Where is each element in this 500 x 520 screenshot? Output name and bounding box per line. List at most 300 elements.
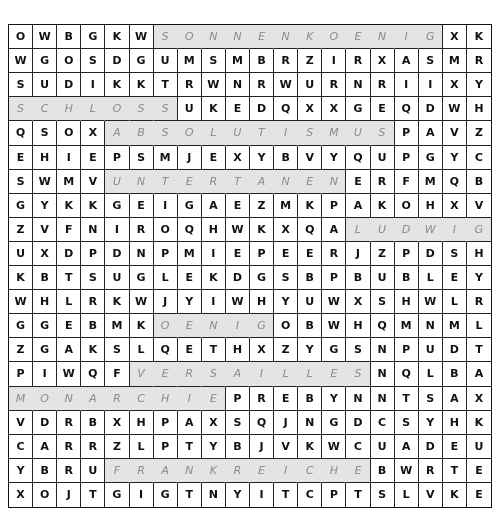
grid-cell[interactable]: H: [226, 338, 250, 362]
grid-cell[interactable]: B: [467, 170, 491, 194]
grid-cell[interactable]: I: [57, 146, 81, 170]
grid-cell[interactable]: O: [9, 25, 33, 49]
grid-cell[interactable]: G: [178, 194, 202, 218]
grid-cell[interactable]: N: [130, 242, 154, 266]
grid-cell-highlighted[interactable]: A: [154, 459, 178, 483]
grid-cell[interactable]: R: [178, 73, 202, 97]
grid-cell[interactable]: T: [178, 435, 202, 459]
grid-cell[interactable]: B: [443, 362, 467, 386]
grid-cell[interactable]: B: [298, 266, 322, 290]
grid-cell[interactable]: U: [9, 242, 33, 266]
grid-cell-highlighted[interactable]: T: [226, 170, 250, 194]
grid-cell[interactable]: H: [202, 218, 226, 242]
grid-cell-highlighted[interactable]: I: [443, 218, 467, 242]
grid-cell[interactable]: U: [467, 435, 491, 459]
grid-cell-highlighted[interactable]: E: [346, 459, 370, 483]
grid-cell[interactable]: R: [419, 459, 443, 483]
grid-cell[interactable]: K: [105, 25, 129, 49]
grid-cell[interactable]: M: [226, 49, 250, 73]
grid-cell[interactable]: N: [346, 387, 370, 411]
grid-cell-highlighted[interactable]: O: [322, 25, 346, 49]
grid-cell-highlighted[interactable]: I: [178, 387, 202, 411]
grid-cell[interactable]: L: [395, 483, 419, 507]
grid-cell[interactable]: T: [274, 483, 298, 507]
grid-cell[interactable]: X: [443, 194, 467, 218]
grid-cell[interactable]: R: [81, 435, 105, 459]
grid-cell-highlighted[interactable]: R: [130, 459, 154, 483]
grid-cell[interactable]: P: [322, 266, 346, 290]
grid-cell-highlighted[interactable]: L: [202, 121, 226, 145]
grid-cell-highlighted[interactable]: S: [9, 97, 33, 121]
grid-cell[interactable]: Z: [467, 121, 491, 145]
grid-cell[interactable]: S: [9, 73, 33, 97]
grid-cell-highlighted[interactable]: U: [226, 121, 250, 145]
grid-cell[interactable]: B: [57, 25, 81, 49]
grid-cell[interactable]: T: [346, 483, 370, 507]
grid-cell-highlighted[interactable]: O: [105, 97, 129, 121]
grid-cell[interactable]: V: [33, 218, 57, 242]
grid-cell[interactable]: P: [105, 146, 129, 170]
grid-cell[interactable]: B: [346, 266, 370, 290]
grid-cell[interactable]: V: [467, 194, 491, 218]
grid-cell[interactable]: K: [443, 483, 467, 507]
grid-cell-highlighted[interactable]: S: [154, 97, 178, 121]
grid-cell[interactable]: G: [322, 338, 346, 362]
grid-cell[interactable]: P: [250, 242, 274, 266]
grid-cell[interactable]: M: [419, 170, 443, 194]
grid-cell[interactable]: X: [371, 49, 395, 73]
grid-cell[interactable]: H: [250, 290, 274, 314]
grid-cell[interactable]: Y: [226, 483, 250, 507]
grid-cell[interactable]: W: [130, 25, 154, 49]
grid-cell-highlighted[interactable]: N: [322, 170, 346, 194]
grid-cell[interactable]: U: [371, 435, 395, 459]
grid-cell[interactable]: T: [467, 338, 491, 362]
grid-cell[interactable]: E: [226, 194, 250, 218]
grid-cell[interactable]: A: [57, 338, 81, 362]
grid-cell[interactable]: S: [371, 290, 395, 314]
grid-cell-highlighted[interactable]: S: [154, 25, 178, 49]
grid-cell[interactable]: E: [371, 97, 395, 121]
grid-cell[interactable]: M: [154, 146, 178, 170]
grid-cell[interactable]: F: [105, 362, 129, 386]
grid-cell[interactable]: J: [250, 435, 274, 459]
grid-cell[interactable]: Z: [371, 242, 395, 266]
grid-cell[interactable]: X: [467, 387, 491, 411]
grid-cell[interactable]: Y: [322, 146, 346, 170]
grid-cell[interactable]: P: [154, 411, 178, 435]
grid-cell[interactable]: K: [298, 194, 322, 218]
grid-cell[interactable]: I: [105, 218, 129, 242]
grid-cell[interactable]: W: [419, 290, 443, 314]
grid-cell[interactable]: S: [346, 338, 370, 362]
grid-cell[interactable]: H: [130, 411, 154, 435]
grid-cell-highlighted[interactable]: G: [419, 25, 443, 49]
grid-cell[interactable]: L: [419, 266, 443, 290]
grid-cell[interactable]: P: [322, 194, 346, 218]
grid-cell[interactable]: M: [178, 242, 202, 266]
grid-cell-highlighted[interactable]: E: [298, 170, 322, 194]
grid-cell[interactable]: S: [9, 170, 33, 194]
grid-cell[interactable]: I: [202, 290, 226, 314]
grid-cell-highlighted[interactable]: N: [202, 25, 226, 49]
grid-cell-highlighted[interactable]: E: [154, 362, 178, 386]
grid-cell[interactable]: P: [322, 483, 346, 507]
grid-cell[interactable]: B: [33, 266, 57, 290]
grid-cell-highlighted[interactable]: I: [226, 314, 250, 338]
grid-cell[interactable]: U: [33, 73, 57, 97]
grid-cell-highlighted[interactable]: G: [250, 314, 274, 338]
grid-cell-highlighted[interactable]: I: [274, 121, 298, 145]
grid-cell[interactable]: V: [81, 170, 105, 194]
grid-cell-highlighted[interactable]: V: [130, 362, 154, 386]
grid-cell[interactable]: E: [202, 146, 226, 170]
grid-cell-highlighted[interactable]: U: [105, 170, 129, 194]
grid-cell[interactable]: L: [154, 266, 178, 290]
grid-cell[interactable]: X: [9, 483, 33, 507]
grid-cell-highlighted[interactable]: T: [250, 121, 274, 145]
grid-cell[interactable]: E: [226, 242, 250, 266]
grid-cell[interactable]: K: [202, 97, 226, 121]
grid-cell-highlighted[interactable]: O: [154, 314, 178, 338]
grid-cell[interactable]: O: [57, 49, 81, 73]
grid-cell[interactable]: L: [419, 362, 443, 386]
grid-cell-highlighted[interactable]: I: [274, 459, 298, 483]
grid-cell-highlighted[interactable]: N: [202, 314, 226, 338]
grid-cell[interactable]: W: [9, 49, 33, 73]
grid-cell-highlighted[interactable]: N: [274, 170, 298, 194]
grid-cell[interactable]: I: [202, 242, 226, 266]
grid-cell[interactable]: K: [298, 435, 322, 459]
grid-cell[interactable]: K: [81, 194, 105, 218]
grid-cell[interactable]: U: [178, 97, 202, 121]
grid-cell-highlighted[interactable]: R: [105, 387, 129, 411]
grid-cell[interactable]: D: [419, 97, 443, 121]
grid-cell[interactable]: T: [57, 266, 81, 290]
grid-cell[interactable]: L: [467, 314, 491, 338]
grid-cell[interactable]: K: [250, 218, 274, 242]
grid-cell[interactable]: Y: [322, 387, 346, 411]
grid-cell[interactable]: E: [178, 338, 202, 362]
grid-cell-highlighted[interactable]: R: [178, 362, 202, 386]
grid-cell[interactable]: D: [419, 242, 443, 266]
grid-cell[interactable]: G: [130, 266, 154, 290]
grid-cell[interactable]: G: [130, 49, 154, 73]
grid-cell[interactable]: G: [81, 25, 105, 49]
grid-cell[interactable]: W: [274, 73, 298, 97]
grid-cell[interactable]: K: [467, 25, 491, 49]
grid-cell[interactable]: Q: [395, 362, 419, 386]
grid-cell[interactable]: Z: [105, 435, 129, 459]
grid-cell[interactable]: O: [154, 218, 178, 242]
grid-cell[interactable]: L: [57, 290, 81, 314]
grid-cell[interactable]: X: [443, 25, 467, 49]
grid-cell[interactable]: Y: [33, 194, 57, 218]
grid-cell[interactable]: W: [9, 290, 33, 314]
grid-cell[interactable]: W: [443, 97, 467, 121]
grid-cell[interactable]: P: [226, 387, 250, 411]
grid-cell[interactable]: E: [346, 170, 370, 194]
grid-cell[interactable]: L: [130, 435, 154, 459]
grid-cell-highlighted[interactable]: L: [81, 97, 105, 121]
grid-cell[interactable]: R: [57, 411, 81, 435]
grid-cell[interactable]: I: [33, 362, 57, 386]
grid-cell[interactable]: P: [395, 338, 419, 362]
grid-cell-highlighted[interactable]: H: [322, 459, 346, 483]
grid-cell[interactable]: Y: [443, 146, 467, 170]
grid-cell[interactable]: C: [467, 146, 491, 170]
grid-cell-highlighted[interactable]: N: [57, 387, 81, 411]
grid-cell[interactable]: B: [298, 387, 322, 411]
grid-cell[interactable]: S: [419, 49, 443, 73]
grid-cell[interactable]: T: [178, 483, 202, 507]
grid-cell[interactable]: O: [33, 483, 57, 507]
grid-cell[interactable]: U: [81, 459, 105, 483]
grid-cell-highlighted[interactable]: C: [33, 97, 57, 121]
grid-cell-highlighted[interactable]: I: [250, 362, 274, 386]
grid-cell[interactable]: I: [250, 483, 274, 507]
grid-cell[interactable]: Q: [346, 146, 370, 170]
grid-cell[interactable]: S: [419, 387, 443, 411]
grid-cell-highlighted[interactable]: H: [57, 97, 81, 121]
grid-cell-highlighted[interactable]: K: [202, 459, 226, 483]
grid-cell-highlighted[interactable]: M: [322, 121, 346, 145]
grid-cell-highlighted[interactable]: G: [467, 218, 491, 242]
grid-cell-highlighted[interactable]: L: [274, 362, 298, 386]
grid-cell[interactable]: C: [9, 435, 33, 459]
grid-cell[interactable]: S: [274, 266, 298, 290]
grid-cell[interactable]: E: [475, 488, 483, 502]
grid-cell[interactable]: G: [33, 49, 57, 73]
grid-cell[interactable]: M: [57, 170, 81, 194]
grid-cell[interactable]: S: [226, 411, 250, 435]
grid-cell[interactable]: I: [419, 73, 443, 97]
grid-cell-highlighted[interactable]: D: [395, 218, 419, 242]
grid-cell[interactable]: Q: [274, 97, 298, 121]
grid-cell-highlighted[interactable]: E: [250, 459, 274, 483]
grid-cell[interactable]: M: [178, 49, 202, 73]
grid-cell[interactable]: P: [395, 146, 419, 170]
grid-cell[interactable]: J: [274, 411, 298, 435]
grid-cell[interactable]: N: [371, 338, 395, 362]
grid-cell[interactable]: M: [274, 194, 298, 218]
grid-cell[interactable]: O: [395, 194, 419, 218]
grid-cell-highlighted[interactable]: N: [178, 459, 202, 483]
grid-cell-highlighted[interactable]: U: [371, 218, 395, 242]
grid-cell[interactable]: N: [346, 73, 370, 97]
grid-cell[interactable]: E: [274, 387, 298, 411]
grid-cell[interactable]: V: [443, 121, 467, 145]
grid-cell[interactable]: D: [443, 338, 467, 362]
grid-cell-highlighted[interactable]: B: [130, 121, 154, 145]
grid-cell-highlighted[interactable]: N: [371, 25, 395, 49]
grid-cell[interactable]: W: [57, 362, 81, 386]
grid-cell[interactable]: P: [154, 242, 178, 266]
grid-cell[interactable]: B: [81, 314, 105, 338]
grid-cell[interactable]: P: [9, 362, 33, 386]
grid-cell[interactable]: T: [81, 483, 105, 507]
grid-cell[interactable]: P: [395, 242, 419, 266]
grid-cell[interactable]: K: [371, 194, 395, 218]
grid-cell[interactable]: T: [202, 338, 226, 362]
grid-cell[interactable]: A: [395, 49, 419, 73]
grid-cell[interactable]: N: [226, 73, 250, 97]
grid-cell-highlighted[interactable]: L: [298, 362, 322, 386]
grid-cell[interactable]: Q: [298, 218, 322, 242]
grid-cell[interactable]: Q: [154, 338, 178, 362]
grid-cell[interactable]: E: [9, 146, 33, 170]
grid-cell[interactable]: U: [371, 146, 395, 170]
grid-cell[interactable]: I: [395, 73, 419, 97]
grid-cell[interactable]: S: [443, 242, 467, 266]
grid-cell[interactable]: G: [346, 97, 370, 121]
grid-cell[interactable]: K: [105, 73, 129, 97]
grid-cell-highlighted[interactable]: R: [226, 459, 250, 483]
grid-cell[interactable]: H: [395, 290, 419, 314]
grid-cell[interactable]: G: [9, 314, 33, 338]
grid-cell[interactable]: Q: [395, 97, 419, 121]
grid-cell[interactable]: B: [298, 314, 322, 338]
grid-cell[interactable]: K: [130, 314, 154, 338]
grid-cell[interactable]: F: [395, 170, 419, 194]
grid-cell[interactable]: G: [322, 411, 346, 435]
grid-cell[interactable]: J: [57, 483, 81, 507]
grid-cell[interactable]: X: [274, 218, 298, 242]
grid-cell[interactable]: R: [81, 290, 105, 314]
grid-cell-highlighted[interactable]: N: [274, 25, 298, 49]
grid-cell[interactable]: Z: [298, 49, 322, 73]
grid-cell[interactable]: B: [395, 266, 419, 290]
grid-cell[interactable]: W: [33, 25, 57, 49]
grid-cell[interactable]: Y: [419, 411, 443, 435]
grid-cell[interactable]: Q: [371, 314, 395, 338]
grid-cell[interactable]: W: [322, 290, 346, 314]
grid-cell[interactable]: R: [57, 435, 81, 459]
grid-cell[interactable]: M: [395, 314, 419, 338]
grid-cell[interactable]: S: [81, 266, 105, 290]
grid-cell[interactable]: G: [419, 146, 443, 170]
grid-cell-highlighted[interactable]: R: [202, 170, 226, 194]
grid-cell[interactable]: P: [395, 121, 419, 145]
grid-cell-highlighted[interactable]: C: [130, 387, 154, 411]
grid-cell[interactable]: K: [81, 338, 105, 362]
grid-cell[interactable]: R: [322, 242, 346, 266]
grid-cell[interactable]: H: [346, 314, 370, 338]
grid-cell[interactable]: X: [443, 73, 467, 97]
grid-cell[interactable]: Z: [274, 338, 298, 362]
grid-cell[interactable]: D: [105, 49, 129, 73]
grid-cell[interactable]: D: [105, 242, 129, 266]
grid-cell[interactable]: U: [298, 290, 322, 314]
grid-cell[interactable]: G: [105, 483, 129, 507]
grid-cell[interactable]: D: [250, 97, 274, 121]
grid-cell[interactable]: A: [322, 218, 346, 242]
grid-cell[interactable]: N: [298, 411, 322, 435]
grid-cell[interactable]: B: [250, 49, 274, 73]
grid-cell[interactable]: I: [130, 483, 154, 507]
grid-cell[interactable]: D: [346, 411, 370, 435]
grid-cell[interactable]: T: [443, 459, 467, 483]
grid-cell[interactable]: A: [33, 435, 57, 459]
grid-cell[interactable]: Z: [9, 218, 33, 242]
grid-cell[interactable]: N: [81, 218, 105, 242]
grid-cell[interactable]: Y: [202, 435, 226, 459]
grid-cell[interactable]: E: [130, 194, 154, 218]
grid-cell[interactable]: E: [443, 435, 467, 459]
grid-cell[interactable]: A: [395, 435, 419, 459]
grid-cell[interactable]: A: [467, 362, 491, 386]
grid-cell[interactable]: S: [33, 121, 57, 145]
grid-cell[interactable]: Y: [467, 73, 491, 97]
grid-cell[interactable]: W: [226, 290, 250, 314]
grid-cell[interactable]: A: [419, 121, 443, 145]
grid-cell-highlighted[interactable]: E: [346, 25, 370, 49]
grid-cell[interactable]: C: [298, 483, 322, 507]
grid-cell[interactable]: J: [346, 242, 370, 266]
grid-cell[interactable]: R: [130, 218, 154, 242]
grid-cell[interactable]: Q: [9, 121, 33, 145]
grid-cell[interactable]: T: [395, 387, 419, 411]
grid-cell[interactable]: N: [371, 362, 395, 386]
grid-cell[interactable]: X: [226, 146, 250, 170]
grid-cell[interactable]: I: [81, 73, 105, 97]
grid-cell[interactable]: X: [322, 97, 346, 121]
grid-cell[interactable]: Q: [443, 170, 467, 194]
grid-cell[interactable]: G: [250, 266, 274, 290]
grid-cell-highlighted[interactable]: O: [178, 25, 202, 49]
grid-cell-highlighted[interactable]: W: [419, 218, 443, 242]
grid-cell[interactable]: W: [395, 459, 419, 483]
grid-cell[interactable]: K: [467, 411, 491, 435]
grid-cell-highlighted[interactable]: N: [226, 25, 250, 49]
grid-cell[interactable]: Z: [9, 338, 33, 362]
grid-cell[interactable]: R: [371, 170, 395, 194]
grid-cell[interactable]: E: [274, 242, 298, 266]
grid-cell-highlighted[interactable]: M: [9, 387, 33, 411]
grid-cell[interactable]: R: [346, 49, 370, 73]
grid-cell-highlighted[interactable]: E: [178, 314, 202, 338]
grid-cell[interactable]: P: [81, 242, 105, 266]
grid-cell[interactable]: G: [9, 194, 33, 218]
grid-cell[interactable]: Q: [250, 411, 274, 435]
grid-cell[interactable]: S: [371, 483, 395, 507]
grid-cell[interactable]: J: [178, 146, 202, 170]
grid-cell[interactable]: H: [33, 290, 57, 314]
grid-cell[interactable]: A: [178, 411, 202, 435]
grid-cell[interactable]: B: [81, 411, 105, 435]
grid-cell-highlighted[interactable]: A: [81, 387, 105, 411]
grid-cell[interactable]: R: [322, 73, 346, 97]
grid-cell-highlighted[interactable]: S: [130, 97, 154, 121]
grid-cell[interactable]: H: [33, 146, 57, 170]
grid-cell-highlighted[interactable]: S: [371, 121, 395, 145]
grid-cell[interactable]: Y: [250, 146, 274, 170]
grid-cell[interactable]: E: [178, 266, 202, 290]
grid-cell[interactable]: C: [346, 435, 370, 459]
grid-cell[interactable]: I: [322, 49, 346, 73]
grid-cell[interactable]: G: [105, 194, 129, 218]
grid-cell[interactable]: E: [81, 146, 105, 170]
grid-cell[interactable]: N: [419, 314, 443, 338]
grid-cell[interactable]: U: [371, 266, 395, 290]
grid-cell[interactable]: A: [346, 194, 370, 218]
grid-cell[interactable]: K: [9, 266, 33, 290]
grid-cell[interactable]: X: [202, 411, 226, 435]
grid-cell-highlighted[interactable]: E: [250, 25, 274, 49]
grid-cell-highlighted[interactable]: U: [346, 121, 370, 145]
grid-cell[interactable]: B: [371, 459, 395, 483]
grid-cell-highlighted[interactable]: T: [154, 170, 178, 194]
